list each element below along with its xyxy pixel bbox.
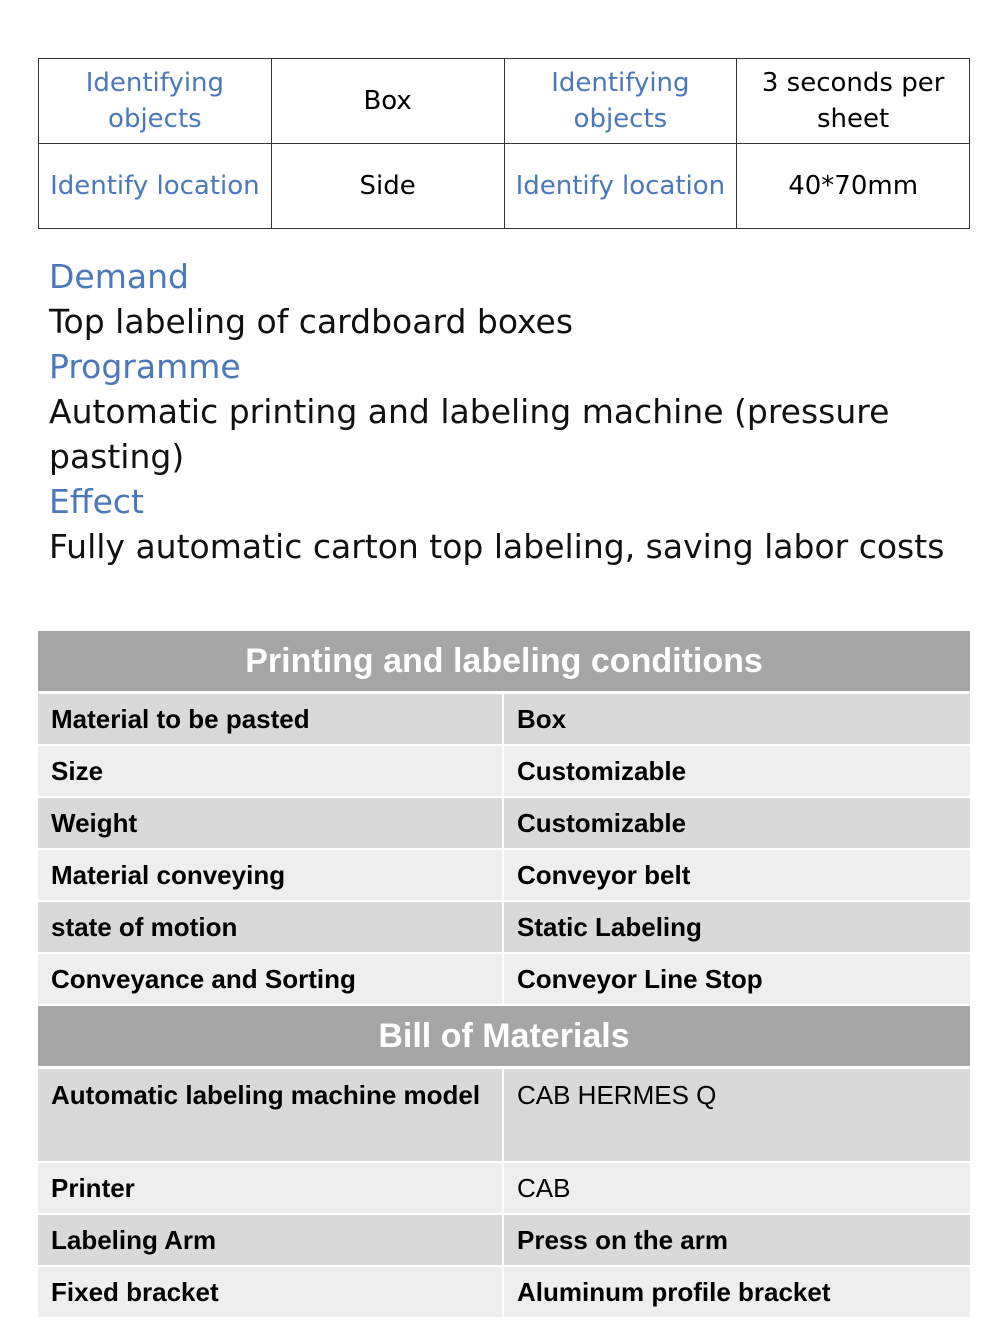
table-row <box>38 850 970 902</box>
table-row <box>38 1215 970 1267</box>
value-cell: 3 seconds per sheet <box>737 59 970 144</box>
bom-value: Aluminum profile bracket <box>504 1267 970 1319</box>
effect-text: Fully automatic carton top labeling, saving labor costs <box>49 527 945 566</box>
programme-heading: Programme <box>49 347 241 386</box>
table-row <box>38 902 970 954</box>
label-cell: Identify location <box>504 144 737 229</box>
value-cell: Side <box>271 144 504 229</box>
description-block <box>49 254 969 569</box>
bom-label: Automatic labeling machine model <box>38 1069 504 1163</box>
table-row <box>38 1267 970 1319</box>
spec-value: Conveyor belt <box>504 850 970 902</box>
spec-value: Customizable <box>504 746 970 798</box>
table-row <box>38 1163 970 1215</box>
label-cell: Identifying objects <box>39 59 272 144</box>
conditions-title: Printing and labeling conditions <box>38 631 970 694</box>
value-cell: 40*70mm <box>737 144 970 229</box>
spec-label: Material to be pasted <box>38 694 504 746</box>
table-row <box>38 954 970 1006</box>
spec-value: Conveyor Line Stop <box>504 954 970 1006</box>
bom-label: Printer <box>38 1163 504 1215</box>
table-row <box>38 694 970 746</box>
section-header-row <box>38 1006 970 1069</box>
bom-label: Fixed bracket <box>38 1267 504 1319</box>
value-cell: Box <box>271 59 504 144</box>
table-row <box>38 746 970 798</box>
spec-value: Static Labeling <box>504 902 970 954</box>
bom-label: Labeling Arm <box>38 1215 504 1267</box>
section-header-row <box>38 631 970 694</box>
effect-heading: Effect <box>49 482 144 521</box>
label-cell: Identifying objects <box>504 59 737 144</box>
table-row <box>39 59 970 144</box>
spec-label: Conveyance and Sorting <box>38 954 504 1006</box>
spec-label: Weight <box>38 798 504 850</box>
table-row <box>38 798 970 850</box>
demand-heading: Demand <box>49 257 189 296</box>
spec-value: Box <box>504 694 970 746</box>
bom-value: CAB HERMES Q <box>504 1069 970 1163</box>
programme-text: Automatic printing and labeling machine (pressure pasting) <box>49 392 890 476</box>
spec-label: Material conveying <box>38 850 504 902</box>
table-row <box>39 144 970 229</box>
demand-text: Top labeling of cardboard boxes <box>49 302 574 341</box>
spec-table <box>38 631 970 1319</box>
bom-value: Press on the arm <box>504 1215 970 1267</box>
spec-value: Customizable <box>504 798 970 850</box>
spec-label: state of motion <box>38 902 504 954</box>
bom-title: Bill of Materials <box>38 1006 970 1069</box>
bom-value: CAB <box>504 1163 970 1215</box>
identification-table <box>38 58 970 229</box>
spec-label: Size <box>38 746 504 798</box>
label-cell: Identify location <box>39 144 272 229</box>
table-row <box>38 1069 970 1163</box>
